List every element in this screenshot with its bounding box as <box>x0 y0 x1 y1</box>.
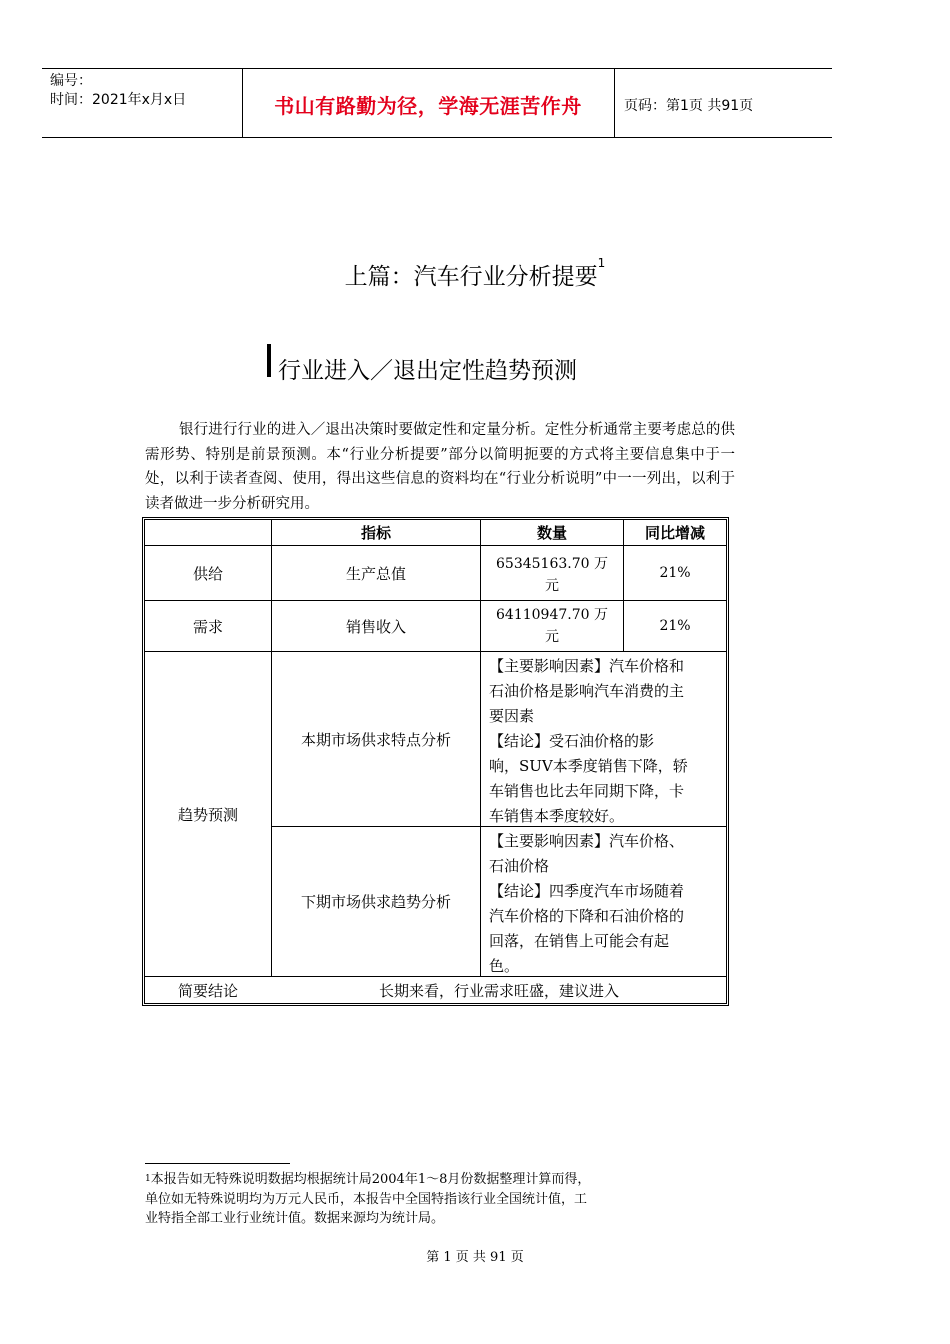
title-footnote-mark: 1 <box>597 256 606 270</box>
page-header <box>42 68 832 138</box>
section-marker <box>267 344 271 377</box>
analysis-line: 【主要影响因素】汽车价格和 <box>489 657 685 675</box>
current-period-analysis <box>481 654 726 829</box>
demand-value <box>481 604 623 648</box>
header-quantity: 数量 <box>536 524 567 542</box>
footnote-rule <box>145 1163 290 1164</box>
demand-value-line: 64110947.70 万 <box>496 607 608 623</box>
header-page-label: 页码：第1页 共91页 <box>624 98 754 114</box>
analysis-line: 响，SUV本季度销售下降，轿 <box>489 757 688 775</box>
analysis-line: 车销售本季度较好。 <box>489 807 625 825</box>
analysis-line: 【结论】四季度汽车市场随着 <box>489 882 685 900</box>
supply-change: 21% <box>659 565 691 581</box>
analysis-line: 汽车价格的下降和石油价格的 <box>489 907 685 925</box>
demand-indicator: 销售收入 <box>345 617 406 636</box>
header-cell <box>145 520 271 545</box>
supply-value-line: 元 <box>545 578 559 594</box>
title-text: 上篇：汽车行业分析提要 <box>344 264 598 290</box>
footnote-text: 本报告如无特殊说明数据均根据统计局2004年1～8月份数据整理计算而得， <box>150 1172 591 1187</box>
page-footer: 第 1 页 共 91 页 <box>426 1250 524 1265</box>
footnote-line: 单位如无特殊说明均为万元人民币，本报告中全国特指该行业全国统计值，工 <box>145 1191 588 1207</box>
analysis-line: 色。 <box>489 957 520 975</box>
next-period-indicator: 下期市场供求趋势分析 <box>300 893 451 911</box>
analysis-line: 石油价格 <box>489 857 550 875</box>
analysis-line: 石油价格是影响汽车消费的主 <box>489 682 685 700</box>
supply-value-line: 65345163.70 万 <box>496 556 608 572</box>
document-title <box>0 258 950 291</box>
footnote-line <box>145 1170 725 1190</box>
header-meta <box>50 72 186 110</box>
supply-label: 供给 <box>192 564 223 583</box>
conclusion-label: 简要结论 <box>177 981 238 1000</box>
next-period-analysis <box>481 829 726 979</box>
time-label: 时间：2021年x月x日 <box>50 92 187 108</box>
analysis-line: 要因素 <box>489 707 535 725</box>
trend-label: 趋势预测 <box>177 805 238 824</box>
footnote-mark: 1 <box>145 1174 151 1184</box>
analysis-line: 车销售也比去年同期下降，卡 <box>489 782 685 800</box>
supply-indicator: 生产总值 <box>345 564 406 583</box>
analysis-table <box>142 517 729 1006</box>
current-period-indicator: 本期市场供求特点分析 <box>300 730 451 749</box>
demand-change: 21% <box>659 618 691 634</box>
analysis-line: 【主要影响因素】汽车价格、 <box>489 832 685 850</box>
intro-paragraph: 银行进行行业的进入／退出决策时要做定性和定量分析。定性分析通常主要考虑总的供需形势、特别是前景预测。本“行业分析提要”部分以简明扼要的方式将主要信息集中于一处，以利于读者查阅、使用，得出这些信息的资料均在“行业分析说明”中一一列出，以利于读者做进一步分析研究用。 <box>145 422 735 512</box>
header-divider <box>614 69 615 137</box>
demand-value-line: 元 <box>545 629 559 645</box>
footnote <box>145 1170 725 1229</box>
analysis-line: 【结论】受石油价格的影 <box>489 732 655 750</box>
analysis-line: 回落，在销售上可能会有起 <box>489 932 670 950</box>
header-change: 同比增减 <box>644 524 705 542</box>
header-motto: 书山有路勤为径，学海无涯苦作舟 <box>274 94 582 118</box>
header-indicator: 指标 <box>360 524 391 542</box>
conclusion-text: 长期来看，行业需求旺盛，建议进入 <box>378 981 619 1000</box>
section-title: 行业进入／退出定性趋势预测 <box>278 358 577 384</box>
footnote-line: 业特指全部工业行业统计值。数据来源均为统计局。 <box>145 1211 445 1226</box>
demand-label: 需求 <box>192 617 223 636</box>
supply-value <box>481 553 623 597</box>
number-label: 编号： <box>50 73 92 89</box>
